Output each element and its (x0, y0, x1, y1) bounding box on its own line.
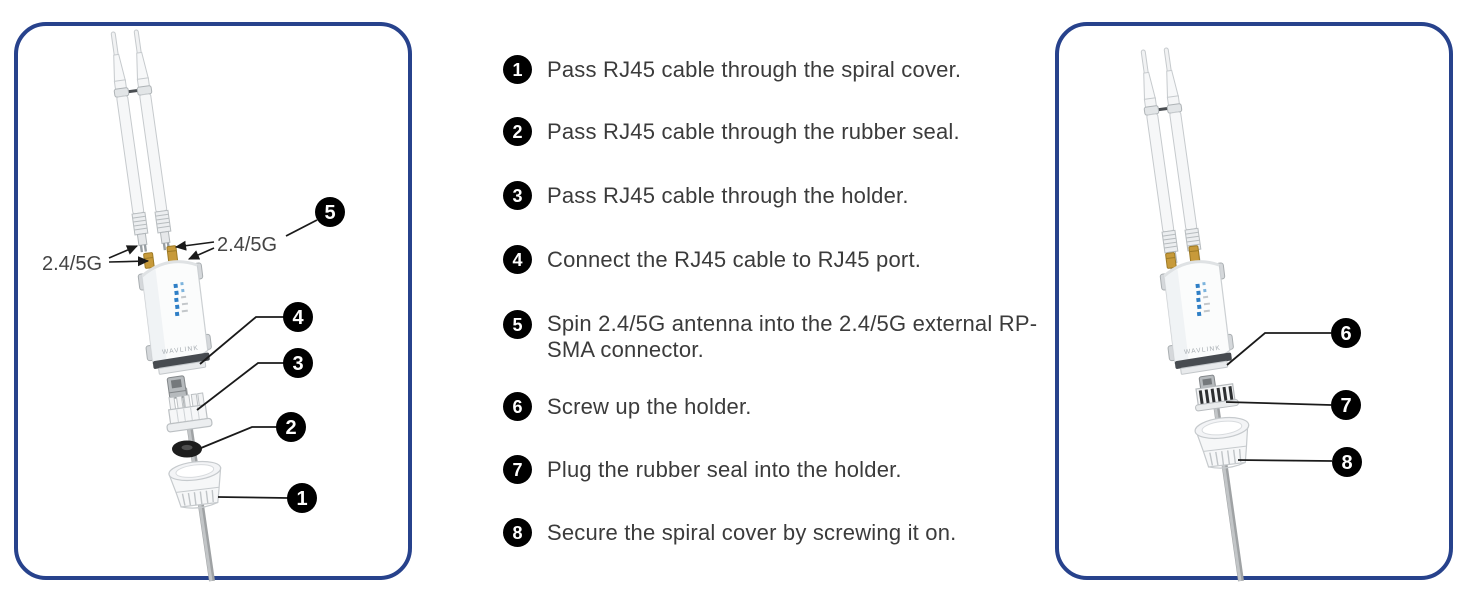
step-6-text: Screw up the holder. (547, 393, 752, 419)
instruction-step-7 (503, 455, 902, 484)
svg-text:2: 2 (285, 417, 297, 439)
instruction-step-5 (503, 310, 1047, 363)
step-1-text: Pass RJ45 cable through the spiral cover. (547, 56, 962, 82)
svg-text:1: 1 (296, 488, 308, 510)
step-6-badge: 6 (503, 392, 532, 421)
brand-logo: WAVLINK (1183, 344, 1222, 357)
svg-text:3: 3 (292, 353, 304, 375)
svg-text:5: 5 (324, 202, 336, 224)
step-5-badge: 5 (503, 310, 532, 339)
step-7-badge: 7 (503, 455, 532, 484)
label-2-4-5g-left: 2.4/5G (42, 253, 103, 275)
instruction-step-1 (503, 55, 961, 84)
step-1-badge: 1 (503, 55, 532, 84)
svg-text:6: 6 (1340, 323, 1352, 345)
instruction-step-8 (503, 518, 956, 547)
step-3-badge: 3 (503, 181, 532, 210)
instruction-step-2 (503, 117, 960, 146)
svg-text:8: 8 (1341, 452, 1353, 474)
step-7-text: Plug the rubber seal into the holder. (547, 456, 902, 482)
svg-text:7: 7 (1340, 395, 1352, 417)
step-2-text: Pass RJ45 cable through the rubber seal. (547, 118, 960, 144)
instruction-step-4 (503, 245, 921, 274)
step-4-text: Connect the RJ45 cable to RJ45 port. (547, 246, 922, 272)
instruction-step-3 (503, 181, 909, 210)
step-8-text: Secure the spiral cover by screwing it on. (547, 519, 957, 545)
step-5-text: Spin 2.4/5G antenna into the 2.4/5G external RP-SMA connector. (547, 311, 1038, 362)
step-4-badge: 4 (503, 245, 532, 274)
step-2-badge: 2 (503, 117, 532, 146)
instruction-step-6 (503, 392, 752, 421)
step-3-text: Pass RJ45 cable through the holder. (547, 182, 909, 208)
step-8-badge: 8 (503, 518, 532, 547)
brand-logo: WAVLINK (161, 344, 200, 357)
svg-text:4: 4 (292, 307, 304, 329)
label-2-4-5g-right: 2.4/5G (217, 234, 278, 256)
